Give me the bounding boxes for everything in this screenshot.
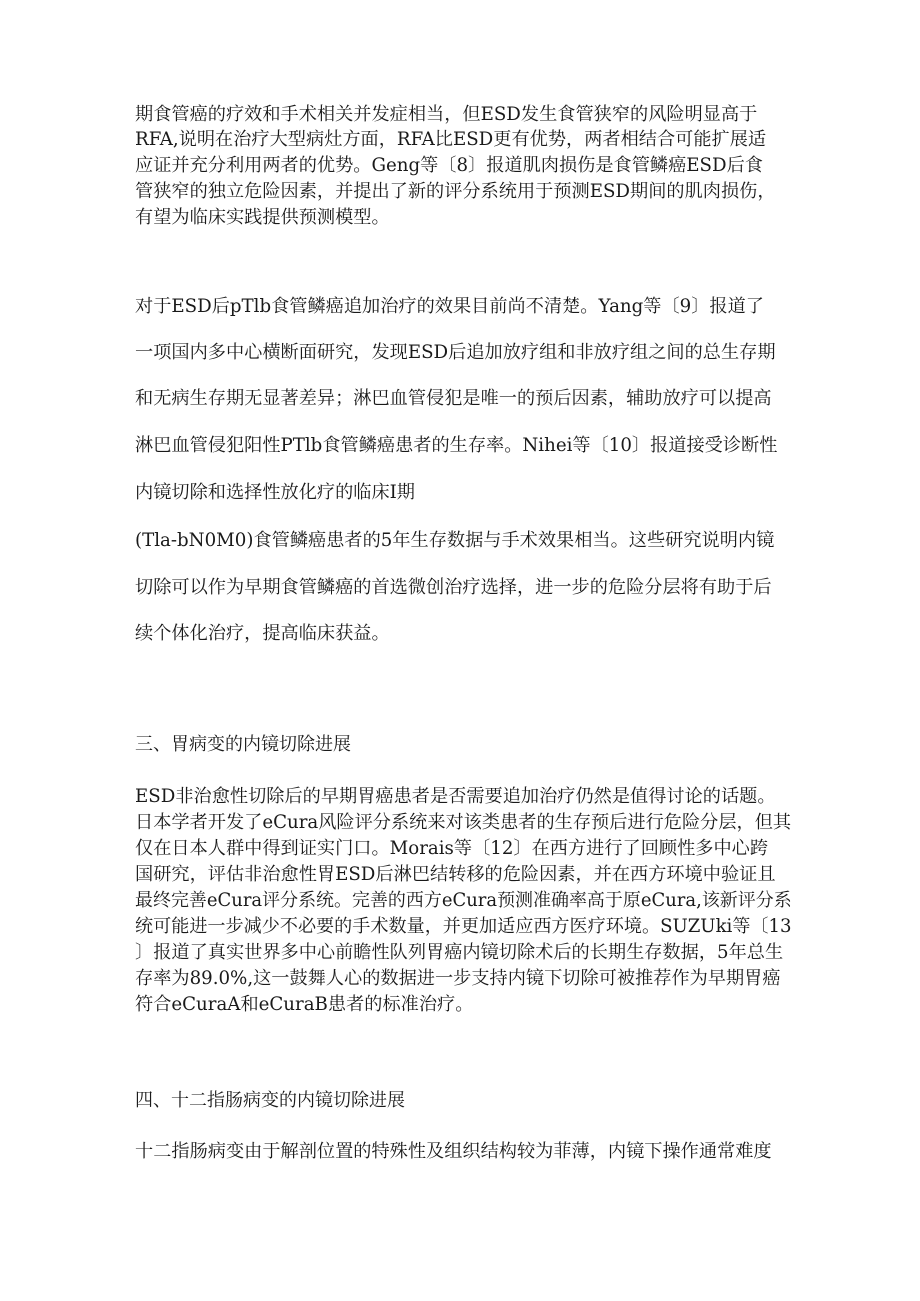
text-line: 十二指肠病变由于解剖位置的特殊性及组织结构较为菲薄，内镜下操作通常难度 (135, 1141, 772, 1162)
text-line: 应证并充分利用两者的优势。Geng等〔8〕报道肌肉损伤是食管鳞癌ESD后食 (135, 155, 763, 176)
text-line: 一项国内多中心横断面研究，发现ESD后追加放疗组和非放疗组之间的总生存期 (135, 342, 776, 363)
section-heading-gastric: 三、胃病变的内镜切除进展 (135, 734, 351, 755)
text-line: 对于ESD后pTlb食管鳞癌追加治疗的效果目前尚不清楚。Yang等〔9〕报道了 (135, 296, 764, 317)
text-line: 最终完善eCura评分系统。完善的西方eCura预测准确率高于原eCura,该新评分系 (135, 890, 792, 911)
text-line: 统可能进一步减少不必要的手术数量，并更加适应西方医疗环境。SUZUki等〔13 (135, 916, 792, 937)
text-line: 有望为临床实践提供预测模型。 (135, 207, 390, 228)
text-line: 内镜切除和选择性放化疗的临床I期 (135, 482, 415, 503)
text-line: 切除可以作为早期食管鳞癌的首选微创治疗选择，进一步的危险分层将有助于后 (135, 577, 772, 598)
text-line: 〕报道了真实世界多中心前瞻性队列胃癌内镜切除术后的长期生存数据，5年总生 (135, 942, 784, 963)
text-line: 续个体化治疗，提高临床获益。 (135, 623, 390, 644)
text-line: 期食管癌的疗效和手术相关并发症相当，但ESD发生食管狭窄的风险明显高于 (135, 104, 758, 125)
text-line: RFA,说明在治疗大型病灶方面，RFA比ESD更有优势，两者相结合可能扩展适 (135, 129, 767, 150)
text-line: 存率为89.0%,这一鼓舞人心的数据进一步支持内镜下切除可被推荐作为早期胃癌 (135, 968, 781, 989)
text-line: 国研究，评估非治愈性胃ESD后淋巴结转移的危险因素，并在西方环境中验证且 (135, 864, 776, 885)
text-line: 和无病生存期无显著差异；淋巴血管侵犯是唯一的预后因素，辅助放疗可以提高 (135, 388, 772, 409)
text-line: 淋巴血管侵犯阳性PTlb食管鳞癌患者的生存率。Nihei等〔10〕报道接受诊断性 (135, 435, 778, 456)
text-line: 日本学者开发了eCura风险评分系统来对该类患者的生存预后进行危险分层，但其 (135, 812, 792, 833)
section-heading-duodenal: 四、十二指肠病变的内镜切除进展 (135, 1090, 405, 1111)
text-line: ESD非治愈性切除后的早期胃癌患者是否需要追加治疗仍然是值得讨论的话题。 (135, 786, 776, 807)
text-line: 管狭窄的独立危险因素，并提出了新的评分系统用于预测ESD期间的肌肉损伤， (135, 181, 776, 202)
text-line: 符合eCuraA和eCuraB患者的标准治疗。 (135, 994, 474, 1015)
text-line: (Tla-bN0M0)食管鳞癌患者的5年生存数据与手术效果相当。这些研究说明内镜 (135, 530, 775, 551)
text-line: 仅在日本人群中得到证实门口。Morais等〔12〕在西方进行了回顾性多中心跨 (135, 838, 769, 859)
